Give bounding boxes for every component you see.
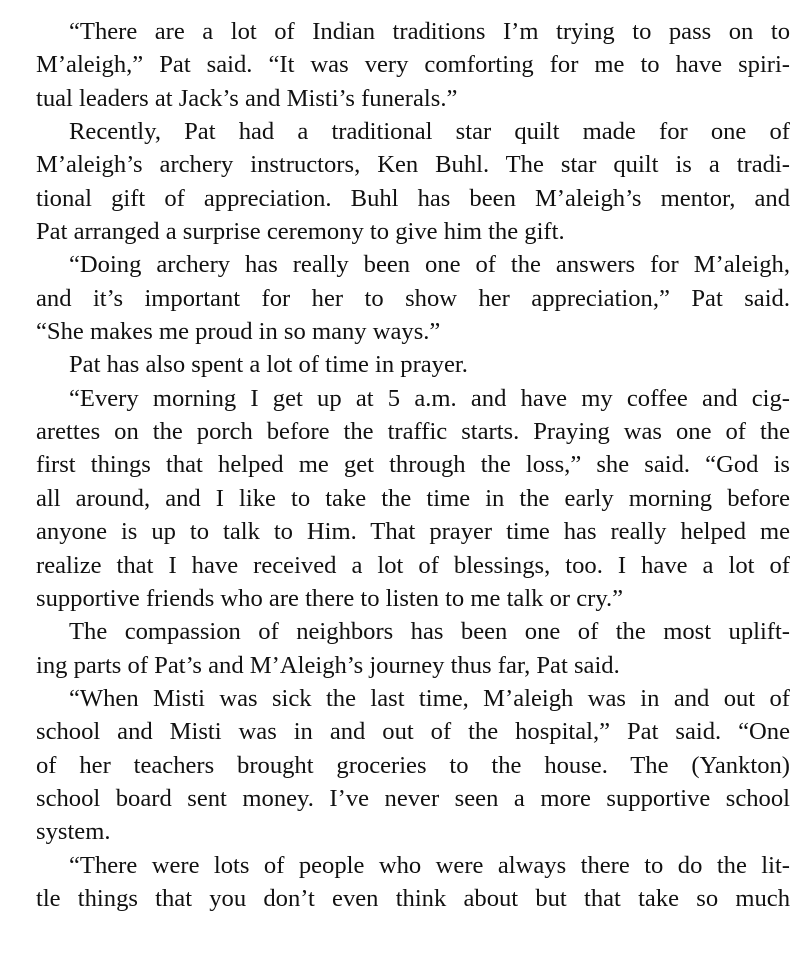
text-line: tional gift of appreciation. Buhl has been M’aleigh’s mentor, and xyxy=(36,184,790,212)
text-line: M’aleigh’s archery instructors, Ken Buhl. The star quilt is a tradi- xyxy=(36,151,790,179)
text-line: “There were lots of people who were always there to do the lit- xyxy=(69,851,790,879)
paragraph-archery xyxy=(36,248,790,348)
text-line: school board sent money. I’ve never seen a more supportive school xyxy=(36,784,790,812)
text-line: school and Misti was in and out of the hospital,” Pat said. “One xyxy=(36,718,790,746)
text-line: The compassion of neighbors has been one of the most uplift- xyxy=(69,618,790,646)
text-line: tle things that you don’t even think about but that take so much xyxy=(36,884,790,912)
text-line: supportive friends who are there to listen to me talk or cry.” xyxy=(36,584,624,612)
paragraph-morning-prayer xyxy=(36,382,790,615)
text-line: anyone is up to talk to Him. That prayer time has really helped me xyxy=(36,518,790,546)
document-page xyxy=(36,15,790,915)
text-line: Pat has also spent a lot of time in prayer. xyxy=(69,351,468,379)
paragraph-prayer-intro xyxy=(36,348,790,381)
paragraph-star-quilt xyxy=(36,115,790,248)
text-line: Recently, Pat had a traditional star quilt made for one of xyxy=(69,118,790,146)
text-line: tual leaders at Jack’s and Misti’s funerals.” xyxy=(36,84,458,112)
text-line: ing parts of Pat’s and M’Aleigh’s journey thus far, Pat said. xyxy=(36,651,620,679)
text-line: all around, and I like to take the time in the early morning before xyxy=(36,484,790,512)
text-line: Pat arranged a surprise ceremony to give him the gift. xyxy=(36,218,565,246)
paragraph-misti-sick xyxy=(36,682,790,849)
text-line: “There are a lot of Indian traditions I’m trying to pass on to xyxy=(69,18,790,45)
text-line: “Doing archery has really been one of the answers for M’aleigh, xyxy=(69,251,790,279)
text-line: “She makes me proud in so many ways.” xyxy=(36,318,441,346)
text-line: and it’s important for her to show her appreciation,” Pat said. xyxy=(36,284,790,312)
text-line: “Every morning I get up at 5 a.m. and have my coffee and cig- xyxy=(69,384,790,412)
text-line: “When Misti was sick the last time, M’aleigh was in and out of xyxy=(69,684,790,712)
text-line: realize that I have received a lot of blessings, too. I have a lot of xyxy=(36,551,790,579)
text-line: M’aleigh,” Pat said. “It was very comforting for me to have spiri- xyxy=(36,51,790,79)
text-line: arettes on the porch before the traffic starts. Praying was one of the xyxy=(36,418,790,446)
text-line: system. xyxy=(36,818,111,846)
text-line: of her teachers brought groceries to the house. The (Yankton) xyxy=(36,751,790,779)
text-line: first things that helped me get through the loss,” she said. “God is xyxy=(36,451,790,479)
paragraph-compassion xyxy=(36,615,790,682)
paragraph-indian-traditions xyxy=(36,15,790,115)
paragraph-lots-of-people xyxy=(36,849,790,916)
